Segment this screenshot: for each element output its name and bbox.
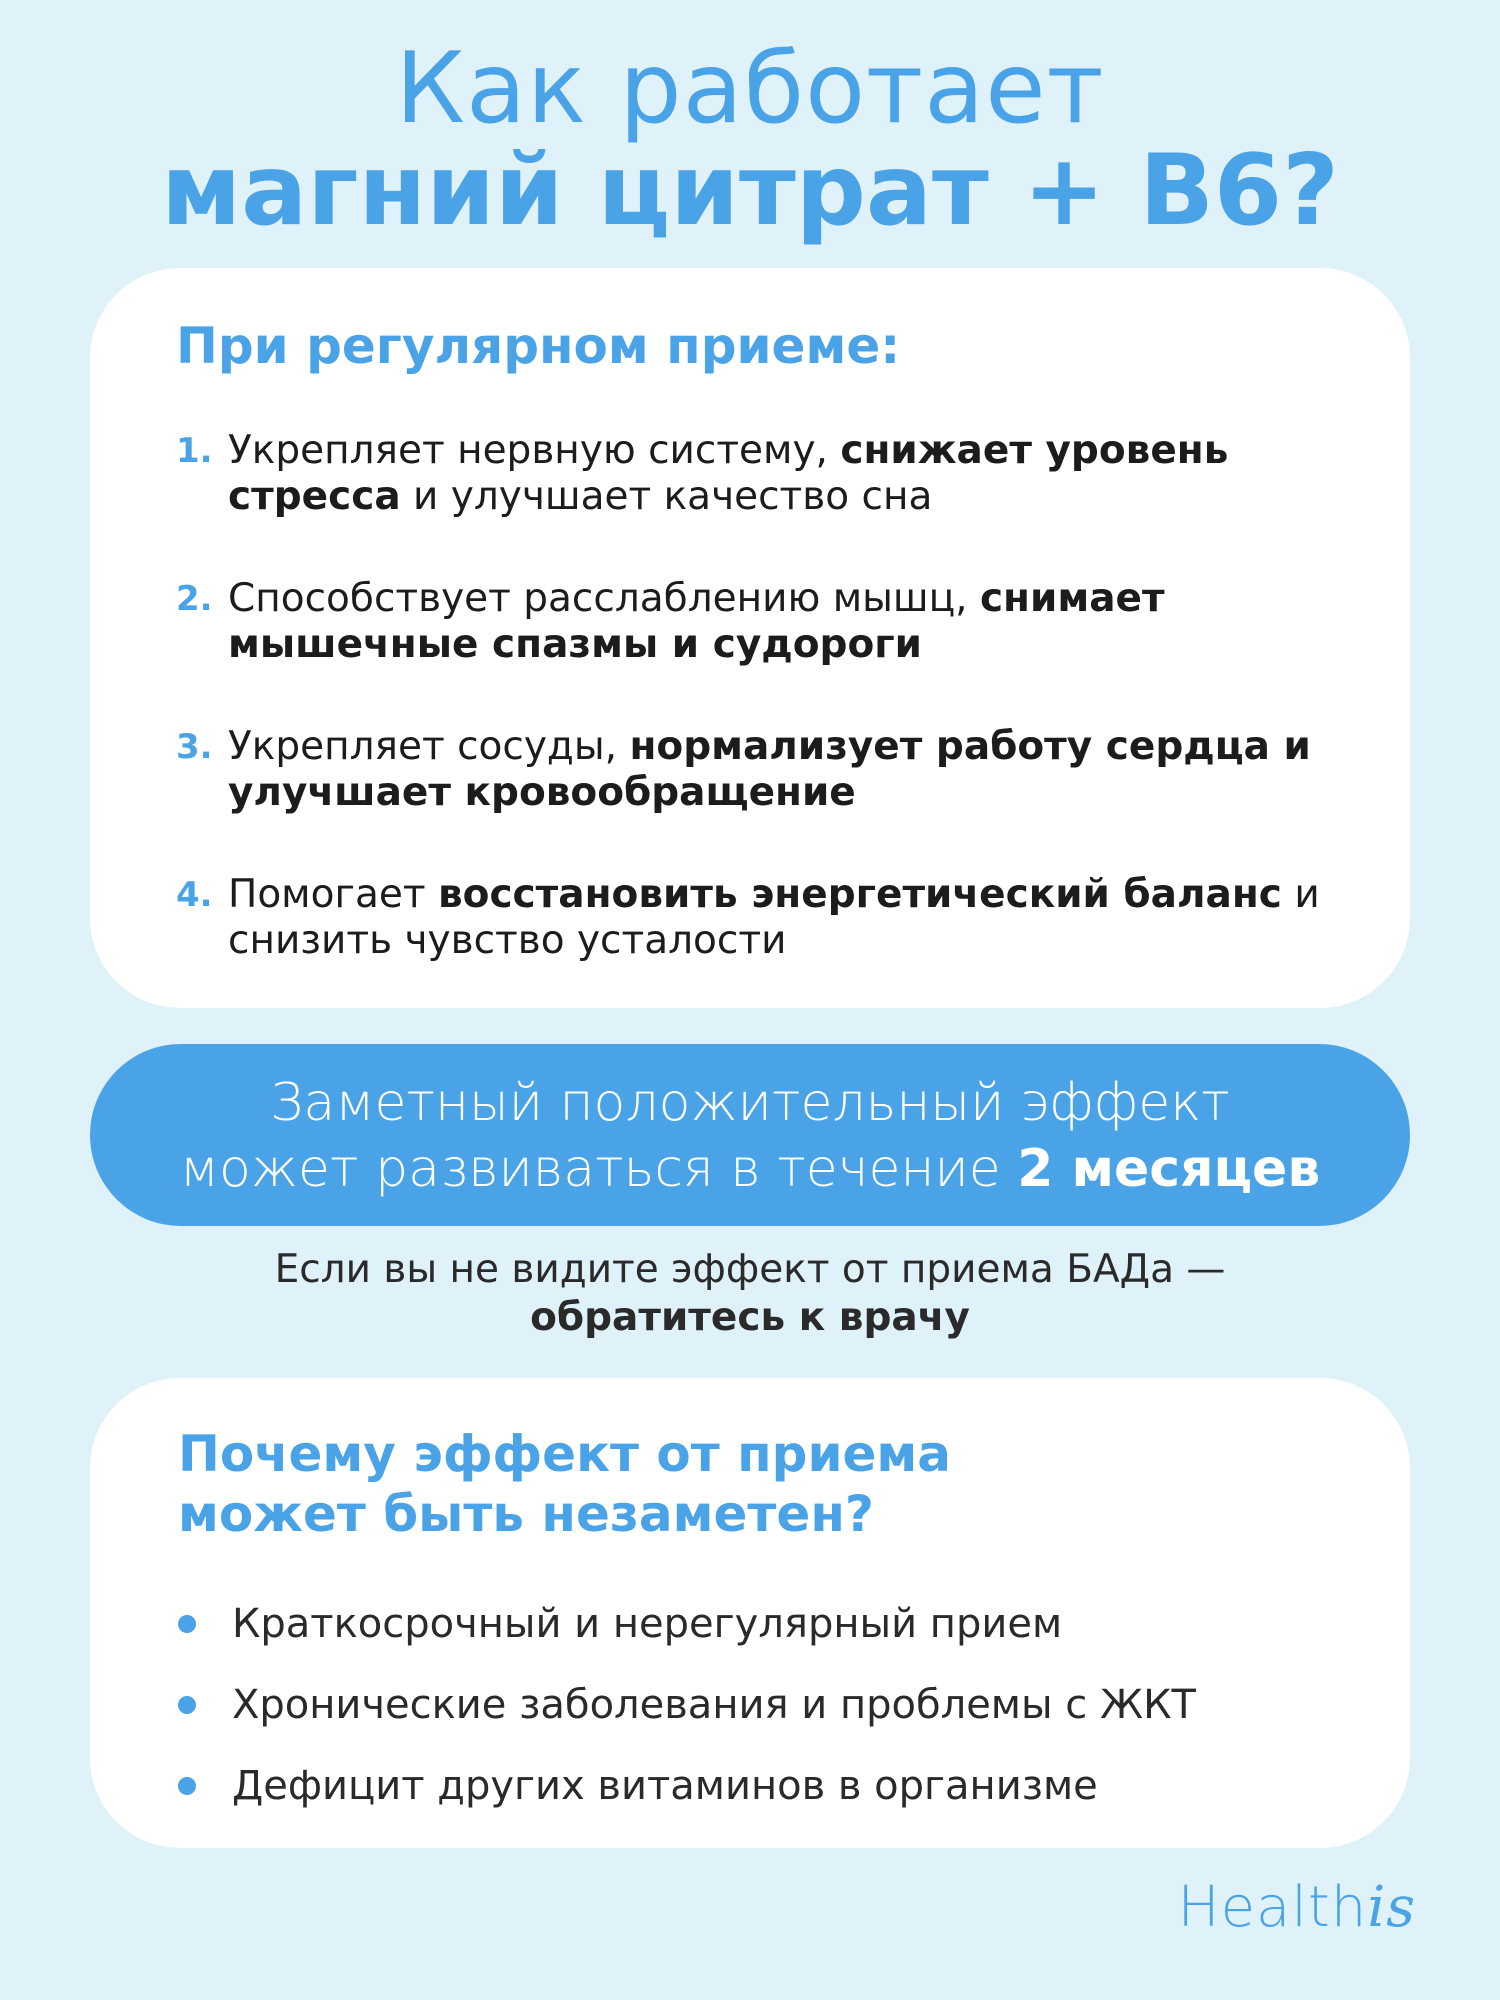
reason-item (178, 1762, 1325, 1810)
benefits-list (176, 428, 1325, 964)
benefit-number: 3. (176, 727, 213, 767)
reasons-list (178, 1600, 1325, 1810)
note-text: Если вы не видите эффект от приема БАДа — (274, 1247, 1226, 1292)
benefit-item (176, 576, 1325, 668)
benefits-heading: При регулярном приеме: (176, 317, 901, 375)
doctor-note (0, 1246, 1500, 1342)
effect-line-2: может развиваться в течение 2 месяцев (179, 1139, 1321, 1199)
reason-text: Дефицит других витаминов в организме (232, 1763, 1098, 1809)
benefit-number: 4. (176, 875, 213, 915)
brand-logo: Healthis (1177, 1875, 1416, 1940)
benefit-item (176, 724, 1325, 816)
benefit-text: Укрепляет нервную систему, снижает уровень стресса и улучшает качество сна (228, 428, 1229, 519)
reason-item (178, 1681, 1325, 1729)
benefits-card (90, 268, 1410, 1008)
bullet-dot-icon (178, 1615, 196, 1633)
reason-item (178, 1600, 1325, 1648)
benefit-item (176, 872, 1325, 964)
bullet-dot-icon (178, 1696, 196, 1714)
reason-text: Краткосрочный и нерегулярный прием (232, 1601, 1063, 1647)
reasons-card (90, 1378, 1410, 1848)
benefit-number: 2. (176, 579, 213, 619)
benefit-text: Укрепляет сосуды, нормализует работу сердца и улучшает кровообращение (228, 724, 1311, 815)
bullet-dot-icon (178, 1777, 196, 1795)
benefit-item (176, 428, 1325, 520)
title-line-2: магний цитрат + В6? (161, 134, 1339, 248)
benefit-text: Способствует расслаблению мышц, снимает мышечные спазмы и судороги (228, 576, 1165, 667)
title-line-1: Как работает (395, 32, 1105, 146)
reasons-heading: Почему эффект от приема может быть незаметен? (178, 1425, 952, 1543)
benefit-text: Помогает восстановить энергетический баланс и снизить чувство усталости (228, 872, 1320, 963)
effect-line-1: Заметный положительный эффект (270, 1073, 1230, 1133)
page-title (0, 32, 1500, 248)
reason-text: Хронические заболевания и проблемы с ЖКТ (232, 1682, 1196, 1728)
benefit-number: 1. (176, 431, 213, 471)
note-emphasis: обратитесь к врачу (530, 1295, 970, 1340)
effect-banner (90, 1044, 1410, 1226)
